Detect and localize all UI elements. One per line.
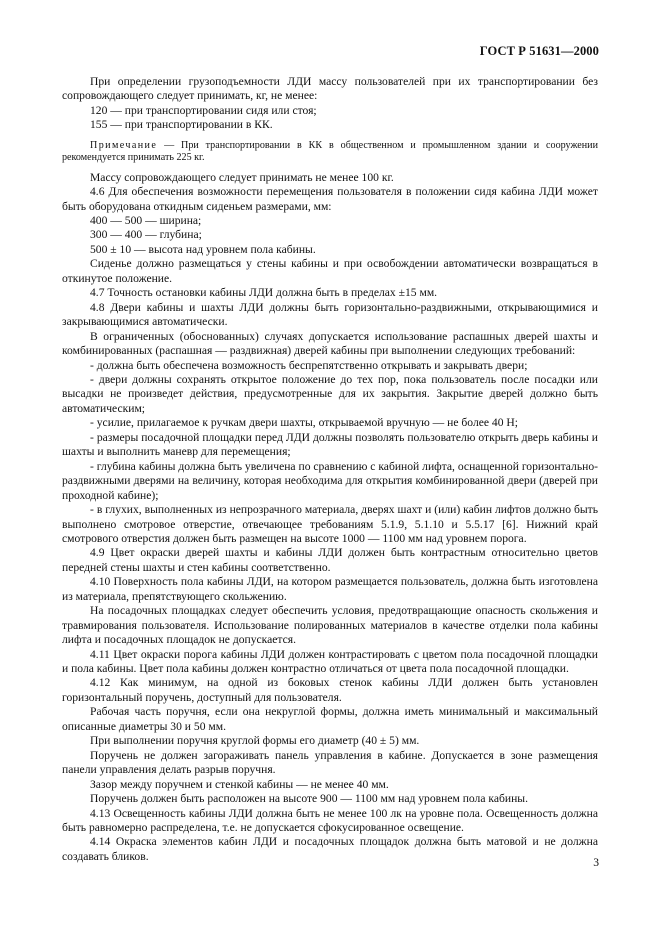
list-item: - глубина кабины должна быть увеличена по сравнению с кабиной лифта, оснащенной горизонтально-раздвижными дверями на величину, которая необходима для открытия комбинированной двери (дверей при проходной кабине); xyxy=(62,459,598,502)
text-paragraph: При определении грузоподъемности ЛДИ массу пользователей при их транспортировании без сопровождающего следует принимать, кг, не менее: xyxy=(62,75,598,103)
clause-4-11: 4.11 Цвет окраски порога кабины ЛДИ должен контрастировать с цветом пола посадочной площадки и пола кабины. Цвет пола кабины должен контрастно отличаться от цвета пола посадочной площадки. xyxy=(62,647,598,676)
clause-4-12: 4.12 Как минимум, на одной из боковых стенок кабины ЛДИ должен быть установлен горизонтальный поручень, доступный для пользователя. xyxy=(62,676,598,704)
clause-4-13: 4.13 Освещенность кабины ЛДИ должна быть не менее 100 лк на уровне пола. Освещенность должна быть равномерно распределена, т.е. не допускается сфокусированное освещение. xyxy=(62,806,598,835)
clause-4-10: 4.10 Поверхность пола кабины ЛДИ, на котором размещается пользователь, должна быть изготовлена из материала, препятствующего скольжению. xyxy=(62,575,598,603)
text-paragraph: 400 — 500 — ширина; xyxy=(90,213,202,227)
text-paragraph: Поручень не должен загораживать панель управления в кабине. Допускается в зоне размещения панели управления делать разрыв поручня. xyxy=(62,748,598,777)
text-paragraph: 500 ± 10 — высота над уровнем пола кабины. xyxy=(90,242,316,256)
text-paragraph: 120 — при транспортировании сидя или стоя; xyxy=(90,103,317,117)
page-number: 3 xyxy=(593,856,599,869)
clause-4-9: 4.9 Цвет окраски дверей шахты и кабины ЛДИ должен быть контрастным относительно цветов передней стены шахты и стен кабины соответственно. xyxy=(62,546,598,574)
list-item: - усилие, прилагаемое к ручкам двери шахты, открываемой вручную — не более 40 Н; xyxy=(90,416,519,430)
note-text: — При транспортировании в КК в общественном и промышленном здании и сооружении рекомендуется принимать 225 кг. xyxy=(62,139,598,164)
text-paragraph: Поручень должен быть расположен на высоте 900 — 1100 мм над уровнем пола кабины. xyxy=(90,792,528,806)
text-paragraph: Сиденье должно размещаться у стены кабины и при освобождении автоматически возвращаться в откинутое положение. xyxy=(62,257,598,285)
document-body xyxy=(62,75,598,864)
text-paragraph: На посадочных площадках следует обеспечить условия, предотвращающие опасность скольжения и травмирования пользователя. Использование полированных материалов в качестве отделки пола кабины лифта и посадочных площадок не допускается. xyxy=(62,604,598,647)
clause-4-14: 4.14 Окраска элементов кабин ЛДИ и посадочных площадок должна быть матовой и не должна создавать бликов. xyxy=(62,835,598,863)
clause-4-7: 4.7 Точность остановки кабины ЛДИ должна быть в пределах ±15 мм. xyxy=(90,286,438,300)
list-item: - размеры посадочной площадки перед ЛДИ должны позволять пользователю открыть дверь кабины и шахты и выполнить маневр для перемещения; xyxy=(62,430,598,459)
text-paragraph: 300 — 400 — глубина; xyxy=(90,228,202,242)
text-paragraph: При выполнении поручня круглой формы его диаметр (40 ± 5) мм. xyxy=(90,734,420,748)
list-item: - двери должны сохранять открытое положение до тех пор, пока пользователь после посадки или высадки не произведет действия, предусмотренные для их закрытия. Закрытие дверей должно быть автоматическим; xyxy=(62,372,598,415)
note-paragraph xyxy=(62,140,598,165)
text-paragraph: Рабочая часть поручня, если она некруглой формы, должна иметь минимальный и максимальный описанные диаметры 30 и 50 мм. xyxy=(62,705,598,733)
text-paragraph: Зазор между поручнем и стенкой кабины — не менее 40 мм. xyxy=(90,777,389,791)
clause-4-6: 4.6 Для обеспечения возможности перемещения пользователя в положении сидя кабина ЛДИ может быть оборудована откидным сиденьем размерами, мм: xyxy=(62,185,598,213)
list-item: - должна быть обеспечена возможность беспрепятственно открывать и закрывать двери; xyxy=(90,358,528,372)
note-label: Примечание xyxy=(90,139,158,151)
clause-4-8: 4.8 Двери кабины и шахты ЛДИ должны быть горизонтально-раздвижными, открывающимися и закрывающимися автоматически. xyxy=(62,300,598,329)
text-paragraph: Массу сопровождающего следует принимать не менее 100 кг. xyxy=(90,170,394,184)
document-header: ГОСТ Р 51631—2000 xyxy=(479,44,599,58)
text-paragraph: В ограниченных (обоснованных) случаях допускается использование распашных дверей шахты и комбинированных (распашная — раздвижная) дверей кабины при выполнении следующих требований: xyxy=(62,329,598,358)
list-item: - в глухих, выполненных из непрозрачного материала, дверях шахт и (или) кабин лифтов должно быть выполнено смотровое отверстие, отвечающее требованиям 5.1.9, 5.1.10 и 5.5.17 [6]. Нижний край смотрового отверстия должен быть размещен на высоте 1000 — 1100 мм над уровнем порога. xyxy=(62,503,598,545)
text-paragraph: 155 — при транспортировании в КК. xyxy=(90,118,273,132)
